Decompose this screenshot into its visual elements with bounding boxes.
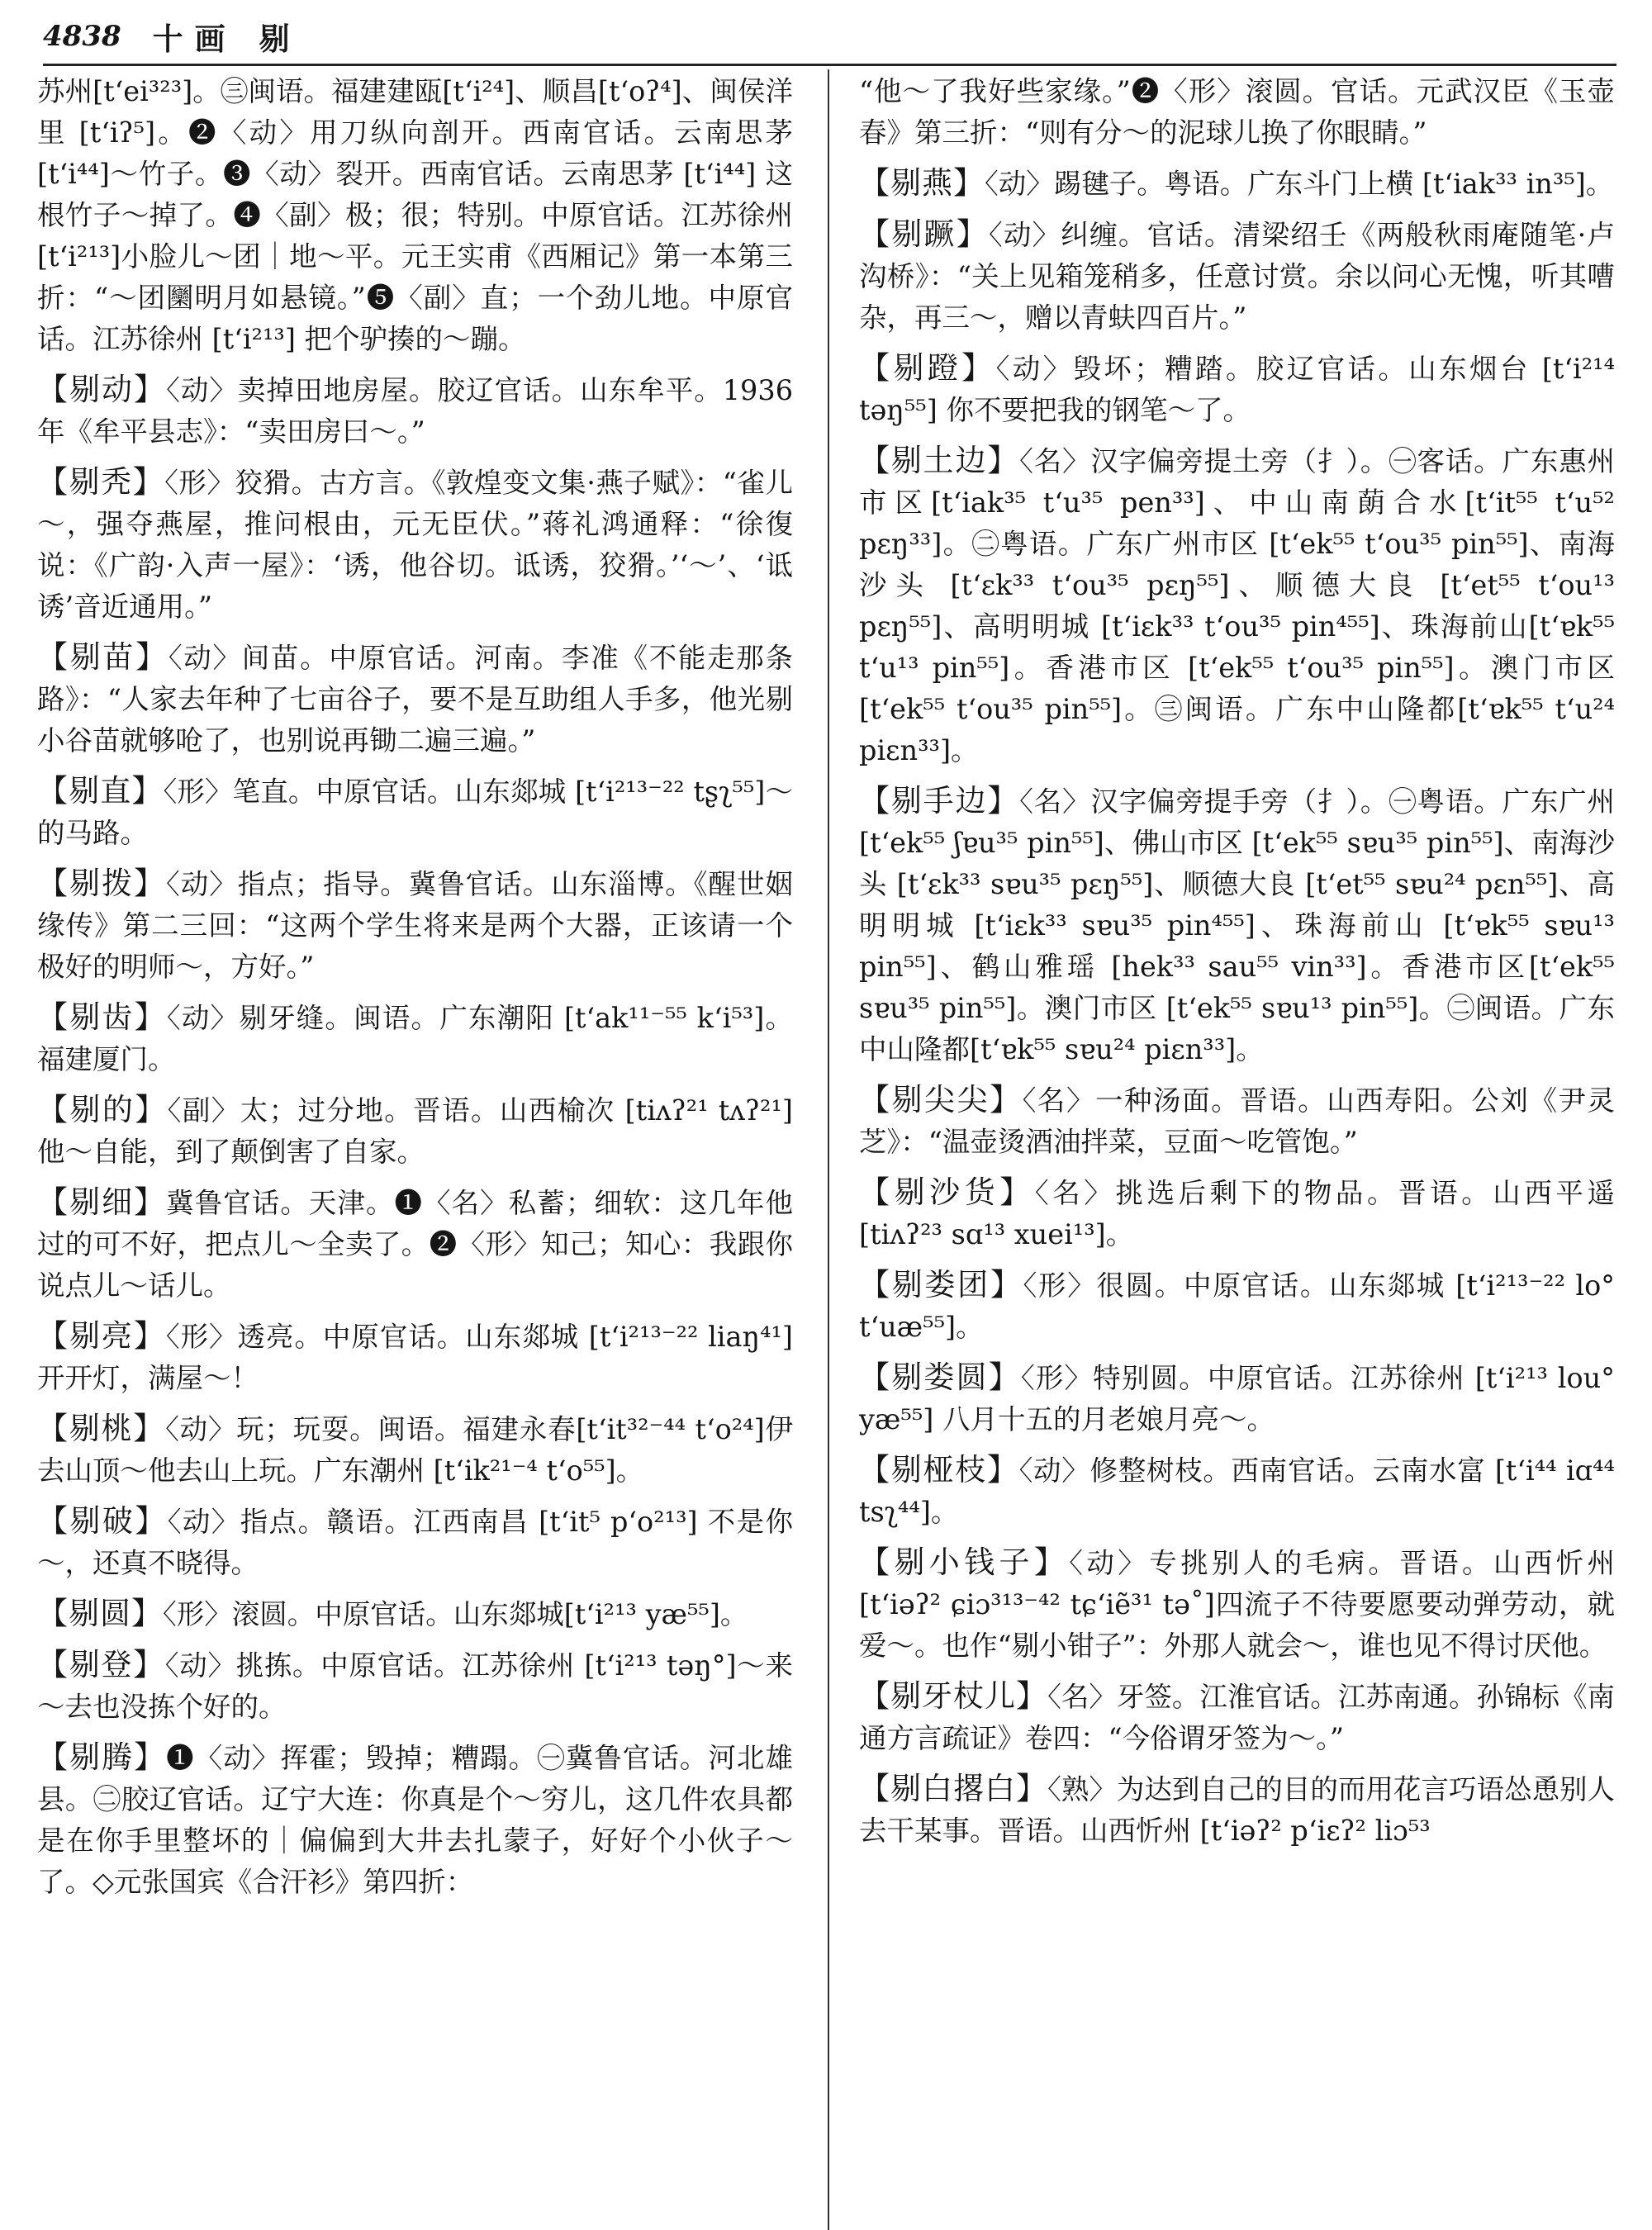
headword: 【剔蹶】 (859, 216, 989, 252)
definition: 〈动〉卖掉田地房屋。胶辽官话。山东牟平。1936年《牟平县志》：“卖田房曰～。” (37, 374, 794, 448)
definition: 〈形〉狡猾。古方言。《敦煌变文集·燕子赋》：“雀儿～，强夺燕屋，推问根由，元无臣伏。”蒋礼鸿通释：“徐復说：《广韵·入声一屋》：‘诱，他谷切。诋诱，狡猾。’‘～’、‘诋诱’音近通用。” (37, 467, 793, 623)
headword: 【剔直】 (37, 773, 164, 809)
definition: 〈动〉挑拣。中原官话。江苏徐州 [tʻi²¹³ təŋ°]～来～去也没拣个好的。 (37, 1649, 793, 1723)
entry (859, 1676, 1615, 1759)
headword: 【剔娄团】 (859, 1267, 1023, 1302)
definition: 〈动〉毁坏；糟踏。胶辽官话。山东烟台 [tʻi²¹⁴ təŋ⁵⁵] 你不要把我的钢笔～了。 (859, 353, 1616, 426)
definition: 〈动〉纠缠。官话。清梁绍壬《两般秋雨庵随笔·卢沟桥》：“关上见箱笼稍多，任意讨赏。余以问心无愧，听其嘈杂，再三～，赠以青蚨四百片。” (859, 219, 1615, 334)
definition: 〈形〉透亮。中原官话。山东郯城 [tʻi²¹³⁻²² liaŋ⁴¹]开开灯，满屋～！ (37, 1321, 793, 1394)
definition: 冀鲁官话。天津。❶〈名〉私蓄；细软：这几年他过的可不好，把点儿～全卖了。❷〈形〉知己；知心：我跟你说点儿～话儿。 (37, 1187, 794, 1302)
entry (37, 1089, 793, 1173)
entry (37, 462, 793, 628)
headword: 【剔尖尖】 (859, 1082, 1023, 1117)
entry (859, 1264, 1615, 1348)
entry (859, 1450, 1615, 1533)
entry (859, 1357, 1615, 1440)
headword: 【剔登】 (37, 1647, 165, 1682)
header-rule (43, 64, 1616, 66)
entry (37, 637, 793, 762)
headword: 【剔小钱子】 (859, 1544, 1070, 1580)
definition: 〈形〉特别圆。中原官话。江苏徐州 [tʻi²¹³ lou° yæ⁵⁵] 八月十五的月老娘月亮～。 (859, 1362, 1615, 1435)
entry (859, 440, 1615, 771)
headword: 【剔牙杖儿】 (859, 1678, 1048, 1714)
entry (37, 1737, 793, 1903)
entry (37, 997, 793, 1080)
headword: 【剔娄圆】 (859, 1359, 1021, 1395)
continuation-text: “他～了我好些家缘。”❷〈形〉滚圆。官话。元武汉臣《玉壶春》第三折：“则有分～的泥球儿换了你眼睛。” (859, 75, 1615, 149)
definition: 〈形〉很圆。中原官话。山东郯城 [tʻi²¹³⁻²² lo° tʻuæ⁵⁵]。 (859, 1269, 1616, 1343)
entry (859, 1768, 1615, 1852)
headword: 【剔桃】 (37, 1411, 166, 1446)
entry (859, 1172, 1615, 1255)
headword: 【剔苗】 (37, 639, 169, 675)
entry (37, 1408, 793, 1492)
headword: 【剔动】 (37, 372, 167, 407)
definition: ❶〈动〉挥霍；毁掉；糟蹋。㊀冀鲁官话。河北雄县。㊁胶辽官话。辽宁大连：你真是个～穷儿，这几件农具都是在你手里整坏的｜偏偏到大井去扎蒙子，好好个小伙子～了。◇元张国宾《合汗衫》第四折： (37, 1742, 794, 1898)
headword: 【剔细】 (37, 1184, 167, 1220)
definition: 〈动〉踢毽子。粤语。广东斗门上横 [tʻiak³³ in³⁵]。 (985, 168, 1614, 200)
definition: 〈名〉挑选后剩下的物品。晋语。山西平遥 [tiʌʔ²³ sɑ¹³ xuei¹³]。 (859, 1177, 1616, 1250)
headword: 【剔的】 (37, 1092, 168, 1127)
entry (37, 369, 793, 453)
headword: 【剔圆】 (37, 1596, 163, 1631)
definition: 〈动〉间苗。中原官话。河南。李准《不能走那条路》：“人家去年种了七亩谷子，要不是互助组人手多，他光剔小谷苗就够呛了，也别说再锄二遍三遍。” (37, 642, 794, 757)
definition: 〈形〉滚圆。中原官话。山东郯城[tʻi²¹³ yæ⁵⁵]。 (163, 1598, 748, 1630)
definition: 〈名〉一种汤面。晋语。山西寿阳。公刘《尹灵芝》：“温壶烫酒油拌菜，豆面～吃管饱。” (859, 1084, 1616, 1158)
continuation-text: 苏州[tʻei³²³]。㊂闽语。福建建瓯[tʻi²⁴]、顺昌[tʻoʔ⁴]、闽侯洋里 [tʻiʔ⁵]。❷〈动〉用刀纵向剖开。西南官话。云南思茅 [tʻi⁴⁴]～竹子。❸〈动〉裂开。西南官话。云南思茅 [tʻi⁴⁴] 这根竹子～掉了。❹〈副〉极；很；特别。中原官话。江苏徐州 [tʻi²¹³]小脸儿～团｜地～平。元王实甫《西厢记》第一本第三折：“～团圞明月如悬镜。”❺〈副〉直；一个劲儿地。中原官话。江苏徐州 [tʻi²¹³] 把个驴揍的～蹦。 (37, 75, 793, 355)
headword: 【剔拨】 (37, 866, 166, 901)
entry (859, 163, 1615, 205)
headword: 【剔手边】 (859, 783, 1020, 818)
headword: 【剔沙货】 (859, 1174, 1035, 1210)
page-title: 十画 剔 (152, 21, 301, 57)
definition: 〈动〉修整树枝。西南官话。云南水富 [tʻi⁴⁴ iɑ⁴⁴ tsʅ⁴⁴]。 (859, 1454, 1615, 1528)
entry (859, 214, 1615, 339)
entry (37, 1316, 793, 1399)
headword: 【剔齿】 (37, 999, 167, 1035)
left-column (37, 71, 793, 1912)
entry (859, 1079, 1615, 1163)
entry (37, 1501, 793, 1584)
entry (37, 1182, 793, 1307)
entry (859, 780, 1615, 1070)
page-header (43, 10, 1604, 63)
entry (37, 1644, 793, 1728)
definition: 〈副〉太；过分地。晋语。山西榆次 [tiʌʔ²¹ tʌʔ²¹]他～自能，到了颠倒害了自家。 (37, 1094, 793, 1168)
entry (859, 1542, 1615, 1667)
definition: 〈动〉指点。赣语。江西南昌 [tʻit⁵ pʻo²¹³] 不是你～，还真不晓得。 (37, 1506, 794, 1579)
definition: 〈动〉专挑别人的毛病。晋语。山西忻州 [tʻiəʔ² ɕiɔ³¹³⁻⁴² tɕʻiẽ³¹ tə˚]四流子不待要愿要动弹劳动，就爱～。也作“剔小钳子”：外那人就会～，谁也见不得讨厌他。 (859, 1547, 1616, 1662)
definition: 〈名〉汉字偏旁提土旁（扌）。㊀客话。广东惠州市区[tʻiak³⁵ tʻu³⁵ pen³³]、中山南蓢合水[tʻit⁵⁵ tʻu⁵² pɛŋ³³]。㊁粤语。广东广州市区 [tʻek⁵⁵ tʻou³⁵ pin⁵⁵]、南海沙头 [tʻɛk³³ tʻou³⁵ pɛŋ⁵⁵]、顺德大良 [tʻet⁵⁵ tʻou¹³ pɛŋ⁵⁵]、高明明城 [tʻiɛk³³ tʻou³⁵ pin⁴⁵⁵]、珠海前山[tʻɐk⁵⁵ tʻu¹³ pin⁵⁵]。香港市区 [tʻek⁵⁵ tʻou³⁵ pin⁵⁵]。澳门市区 [tʻek⁵⁵ tʻou³⁵ pin⁵⁵]。㊂闽语。广东中山隆都[tʻɐk⁵⁵ tʻu²⁴ piɛn³³]。 (859, 445, 1616, 766)
headword: 【剔白撂白】 (859, 1771, 1048, 1806)
right-column (859, 71, 1615, 1861)
entry (37, 771, 793, 854)
definition: 〈动〉剔牙缝。闽语。广东潮阳 [tʻak¹¹⁻⁵⁵ kʻi⁵³]。福建厦门。 (37, 1002, 793, 1075)
column-divider (828, 69, 829, 2230)
headword: 【剔桠枝】 (859, 1452, 1019, 1487)
definition: 〈形〉笔直。中原官话。山东郯城 [tʻi²¹³⁻²² tʂʅ⁵⁵]～的马路。 (37, 776, 793, 849)
headword: 【剔破】 (37, 1503, 168, 1539)
headword: 【剔土边】 (859, 443, 1020, 478)
headword: 【剔腾】 (37, 1739, 167, 1775)
page-number: 4838 (43, 20, 121, 53)
entry (37, 863, 793, 988)
headword: 【剔燕】 (859, 165, 985, 201)
definition: 〈名〉牙签。江淮官话。江苏南通。孙锦标《南通方言疏证》卷四：“今俗谓牙签为～。” (859, 1681, 1616, 1754)
definition: 〈熟〉为达到自己的目的而用花言巧语怂恿别人去干某事。晋语。山西忻州 [tʻiəʔ² pʻiɛʔ² liɔ⁵³ (859, 1773, 1616, 1847)
entry (859, 348, 1615, 431)
definition: 〈动〉玩；玩耍。闽语。福建永春[tʻit³²⁻⁴⁴ tʻo²⁴]伊去山顶～他去山上玩。广东潮州 [tʻik²¹⁻⁴ tʻo⁵⁵]。 (37, 1413, 793, 1487)
headword: 【剔秃】 (37, 464, 165, 500)
definition: 〈名〉汉字偏旁提手旁（扌）。㊀粤语。广东广州[tʻek⁵⁵ ʃɐu³⁵ pin⁵⁵]、佛山市区 [tʻek⁵⁵ sɐu³⁵ pin⁵⁵]、南海沙头 [tʻɛk³³ sɐu³⁵ pɛŋ⁵⁵]、顺德大良 [tʻet⁵⁵ sɐu²⁴ pɛn⁵⁵]、高明明城 [tʻiɛk³³ sɐu³⁵ pin⁴⁵⁵]、珠海前山 [tʻɐk⁵⁵ sɐu¹³ pin⁵⁵]、鹤山雅瑶 [hek³³ sau⁵⁵ vin³³]。香港市区[tʻek⁵⁵ sɐu³⁵ pin⁵⁵]。澳门市区 [tʻek⁵⁵ sɐu¹³ pin⁵⁵]。㊁闽语。广东中山隆都[tʻɐk⁵⁵ sɐu²⁴ piɛn³³]。 (859, 785, 1616, 1065)
headword: 【剔亮】 (37, 1318, 166, 1354)
definition: 〈动〉指点；指导。冀鲁官话。山东淄博。《醒世姻缘传》第二三回：“这两个学生将来是两个大器，正该请一个极好的明师～，方好。” (37, 868, 793, 983)
entry (37, 1593, 793, 1635)
headword: 【剔蹬】 (859, 350, 996, 386)
